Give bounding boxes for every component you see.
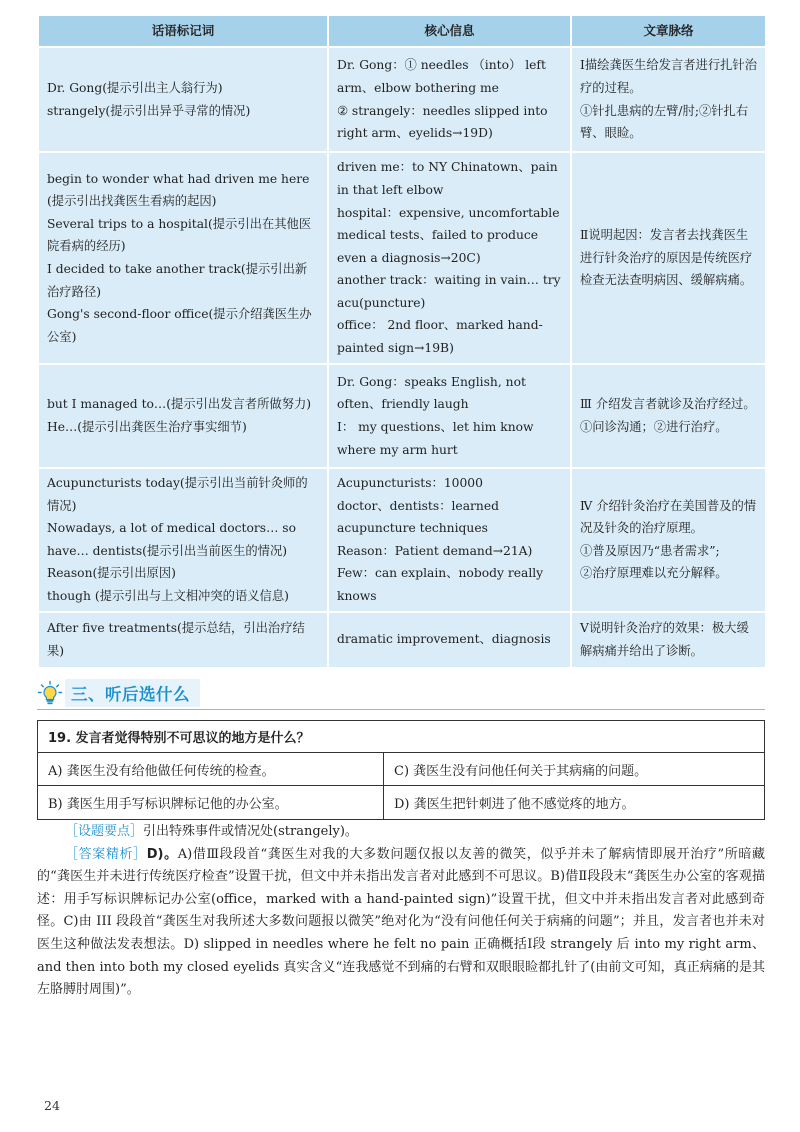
marker-text: He…(提示引出龚医生治疗事实细节) xyxy=(47,420,247,434)
core-text: hospital：expensive, uncomfortable medical tests、failed to produce even a diagnosis→20C) xyxy=(337,205,560,265)
table-row xyxy=(38,152,766,364)
core-text: another track：waiting in vain… try acu(puncture) xyxy=(337,273,561,310)
markers-cell xyxy=(38,612,328,668)
context-cell xyxy=(571,468,766,612)
table-row xyxy=(38,364,766,468)
context-text: ①问诊沟通；②进行治疗。 xyxy=(580,420,728,434)
context-text: ①针扎患病的左臂/肘;②针扎右臂、眼睑。 xyxy=(580,103,749,141)
context-text: Ⅱ说明起因：发言者去找龚医生进行针灸治疗的原因是传统医疗检查无法查明病因、缓解病痛。 xyxy=(580,228,753,288)
core-cell xyxy=(328,364,571,468)
marker-text: Nowadays, a lot of medical doctors… so have… dentists(提示引出当前医生的情况) xyxy=(47,521,297,558)
marker-text: strangely(提示引出异乎寻常的情况) xyxy=(47,103,251,118)
core-cell xyxy=(328,612,571,668)
key-point-text: 引出特殊事件或情况处(strangely)。 xyxy=(143,824,358,839)
core-text: driven me：to NY Chinatown、pain in that left elbow xyxy=(337,160,558,197)
context-cell xyxy=(571,612,766,668)
marker-text: Gong's second-floor office(提示介绍龚医生办公室) xyxy=(47,307,312,344)
core-text: Dr. Gong：speaks English, not often、friendly laugh xyxy=(337,374,526,412)
explanation xyxy=(37,821,765,1002)
context-text: ②治疗原理难以充分解释。 xyxy=(580,566,728,581)
core-text: Few：can explain、nobody really knows xyxy=(337,566,544,603)
options-row xyxy=(38,753,764,786)
option-a: A) 龚医生没有给他做任何传统的检查。 xyxy=(48,763,275,779)
marker-text: Reason(提示引出原因) xyxy=(47,566,176,581)
core-text: doctor、dentists：learned acupuncture techniques xyxy=(337,498,499,536)
analysis-text: A)借Ⅲ段段首“龚医生对我的大多数问题仅报以友善的微笑，似乎并未了解病情即展开治疗”所暗藏的“龚医生并未进行传统医疗检查”设置干扰，但文中并未指出发言者对此感到不可思议。B)借Ⅱ段段末“龚医生办公室的客观描述：用手写标识牌标记办公室(office，marked with a hand-painted sign)”设置干扰，但文中并未指出发言者对此感到奇怪。C)由 III 段段首“龚医生对我所述大多数问题报以微笑”绝对化为“没有问他任何关于病痛的问题”；并且，发言者也并未对医生这种做法发表想法。D) slipped in needles where he felt no pain 正确概括Ⅰ段 strangely 后 into my right arm、and then into both my closed eyelids 真实含义“连我感觉不到痛的右臂和双眼眼睑都扎针了(由前文可知，真正病痛的是其左胳膊肘周围)”。 xyxy=(37,846,765,998)
option-c: C) 龚医生没有问他任何关于其病痛的问题。 xyxy=(383,753,764,785)
context-cell xyxy=(571,47,766,152)
core-text: Acupuncturists：10000 xyxy=(337,476,483,490)
markers-cell xyxy=(38,152,328,364)
core-text: dramatic improvement、diagnosis xyxy=(337,632,551,647)
marker-text: begin to wonder what had driven me here (提示引出找龚医生看病的起因) xyxy=(47,171,310,209)
question-stem: 19. 发言者觉得特别不可思议的地方是什么？ xyxy=(38,721,764,753)
table-row xyxy=(38,468,766,612)
core-text: I： my questions、let him know where my arm hurt xyxy=(337,420,534,457)
option-d: D) 龚医生把针刺进了他不感觉疼的地方。 xyxy=(383,786,764,819)
analysis-table xyxy=(37,14,767,669)
context-text: ①普及原因乃“患者需求”; xyxy=(580,543,720,558)
context-cell xyxy=(571,152,766,364)
markers-cell xyxy=(38,468,328,612)
core-text: office： 2nd floor、marked hand-painted sign→19B) xyxy=(337,318,543,356)
analysis-tag: ［答案精析］ xyxy=(65,846,147,862)
context-text: Ⅲ 介绍发言者就诊及治疗经过。 xyxy=(580,397,756,412)
table-row xyxy=(38,47,766,152)
options-row xyxy=(38,786,764,819)
context-text: Ⅴ说明针灸治疗的效果：极大缓解病痛并给出了诊断。 xyxy=(580,620,749,658)
markers-cell xyxy=(38,47,328,152)
header-context: 文章脉络 xyxy=(571,15,766,47)
section-title: 三、听后选什么 xyxy=(65,679,200,707)
section-divider xyxy=(37,709,765,711)
marker-text: though (提示引出与上文相冲突的语义信息) xyxy=(47,588,289,603)
markers-cell xyxy=(38,364,328,468)
page-number: 24 xyxy=(44,1098,60,1113)
core-text: Dr. Gong：① needles （into） left arm、elbow bothering me xyxy=(337,58,546,95)
section-heading xyxy=(37,678,765,708)
header-markers: 话语标记词 xyxy=(38,15,328,47)
answer-key: D)。 xyxy=(146,846,178,862)
core-cell xyxy=(328,468,571,612)
marker-text: but I managed to…(提示引出发言者所做努力) xyxy=(47,397,312,412)
key-point-paragraph xyxy=(37,821,765,844)
table-row xyxy=(38,612,766,668)
marker-text: After five treatments(提示总结，引出治疗结果) xyxy=(47,620,305,658)
marker-text: Several trips to a hospital(提示引出在其他医院看病的经历) xyxy=(47,216,312,254)
header-core-info: 核心信息 xyxy=(328,15,571,47)
marker-text: Dr. Gong(提示引出主人翁行为) xyxy=(47,80,223,95)
context-text: Ⅳ 介绍针灸治疗在美国普及的情况及针灸的治疗原理。 xyxy=(580,498,757,536)
context-text: Ⅰ描绘龚医生给发言者进行扎针治疗的过程。 xyxy=(580,58,758,95)
option-b: B) 龚医生用手写标识牌标记他的办公室。 xyxy=(48,797,288,812)
core-text: ② strangely：needles slipped into right arm、eyelids→19D) xyxy=(337,103,548,141)
context-cell xyxy=(571,364,766,468)
core-cell xyxy=(328,152,571,364)
core-cell xyxy=(328,47,571,152)
marker-text: Acupuncturists today(提示引出当前针灸师的情况) xyxy=(47,476,308,513)
question-box xyxy=(37,720,765,820)
marker-text: I decided to take another track(提示引出新治疗路径) xyxy=(47,262,308,299)
analysis-paragraph xyxy=(37,844,765,1002)
table-header-row xyxy=(38,15,766,47)
core-text: Reason：Patient demand→21A) xyxy=(337,543,533,558)
lightbulb-icon xyxy=(37,680,63,706)
key-point-tag: ［设题要点］ xyxy=(65,824,144,839)
